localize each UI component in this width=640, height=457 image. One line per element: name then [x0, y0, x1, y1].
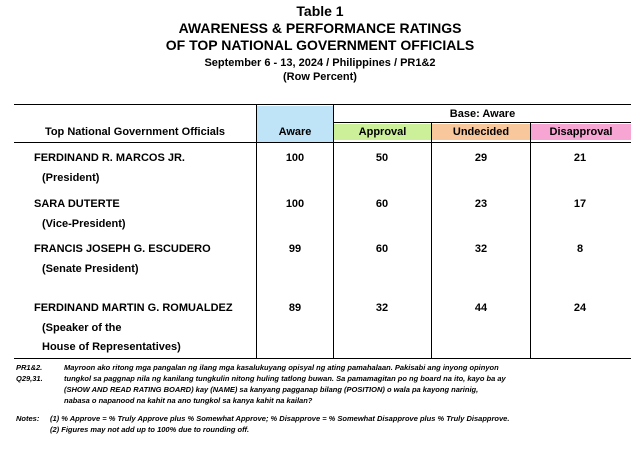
approval-value: 60	[375, 198, 389, 210]
table-label: Table 1	[296, 3, 344, 19]
survey-subtitle: September 6 - 13, 2024 / Philippines / PR1&2	[204, 57, 436, 69]
official-position: (Vice-President)	[42, 218, 126, 230]
note-2: (2) Figures may not add up to 100% due to rounding off.	[50, 425, 250, 434]
official-name: FRANCIS JOSEPH G. ESCUDERO	[34, 243, 211, 255]
official-name: SARA DUTERTE	[34, 198, 120, 210]
divider-approval-right	[431, 123, 432, 358]
question-text-line-2: tungkol sa paggnap nila ng kanilang tungkulin nitong huling tatlong buwan. Sa pamamagitan po ng board na ito, kayo ba ay	[64, 374, 506, 383]
footnotes	[16, 362, 628, 435]
aware-value: 100	[285, 152, 305, 164]
ratings-table	[14, 104, 631, 359]
header-bottom-border	[14, 142, 631, 143]
disapproval-value: 8	[576, 243, 584, 255]
base-aware-underline	[333, 122, 631, 123]
base-aware-label: Base: Aware	[449, 108, 516, 120]
title-line-2: OF TOP NATIONAL GOVERNMENT OFFICIALS	[165, 37, 475, 53]
question-text-line-4: nabasa o napanood na kahit na ano tungkol sa kanya kahit na kailan?	[64, 396, 313, 405]
col-header-officials: Top National Government Officials	[44, 126, 226, 138]
notes-label: Notes:	[16, 414, 40, 423]
approval-value: 50	[375, 152, 389, 164]
undecided-value: 44	[474, 302, 488, 314]
title-line-1: AWARENESS & PERFORMANCE RATINGS	[178, 20, 462, 36]
disapproval-value: 17	[573, 198, 587, 210]
col-header-approval: Approval	[334, 124, 431, 140]
question-code-2: Q29,31.	[16, 374, 43, 383]
question-text-line-1: Mayroon ako ritong mga pangalan ng ilang mga kasalukuyang opisyal ng ating pamahalaan. Pakisabi ang inyong opinyon	[64, 363, 499, 372]
aware-value: 99	[288, 243, 302, 255]
undecided-value: 32	[474, 243, 488, 255]
col-header-aware: Aware	[278, 126, 312, 138]
official-position: (Senate President)	[42, 263, 139, 275]
col-header-undecided: Undecided	[432, 124, 530, 140]
aware-value: 89	[288, 302, 302, 314]
official-position: (President)	[42, 172, 100, 184]
divider-aware-right	[333, 105, 334, 358]
official-name: FERDINAND MARTIN G. ROMUALDEZ	[34, 302, 233, 314]
divider-undecided-right	[530, 123, 531, 358]
approval-value: 60	[375, 243, 389, 255]
undecided-value: 23	[474, 198, 488, 210]
table-bottom-border	[14, 358, 631, 359]
question-text-line-3: (SHOW AND READ RATING BOARD) kay (NAME) sa kanyang pagganap bilang (POSITION) o wala pa kayong narinig,	[64, 385, 479, 394]
report-header	[0, 3, 640, 84]
row-percent-label: (Row Percent)	[283, 71, 357, 83]
disapproval-value: 24	[573, 302, 587, 314]
undecided-value: 29	[474, 152, 488, 164]
aware-value: 100	[285, 198, 305, 210]
official-position: House of Representatives)	[42, 341, 181, 353]
official-name: FERDINAND R. MARCOS JR.	[34, 152, 185, 164]
official-position: (Speaker of the	[42, 322, 122, 334]
approval-value: 32	[375, 302, 389, 314]
disapproval-value: 21	[573, 152, 587, 164]
table-top-border	[14, 104, 631, 105]
note-1: (1) % Approve = % Truly Approve plus % Somewhat Approve; % Disapprove = % Somewhat Disapprove plus % Truly Disapprove.	[50, 414, 510, 423]
question-code-1: PR1&2.	[16, 363, 43, 372]
divider-aware-left	[256, 105, 257, 358]
col-header-disapproval: Disapproval	[531, 124, 631, 140]
